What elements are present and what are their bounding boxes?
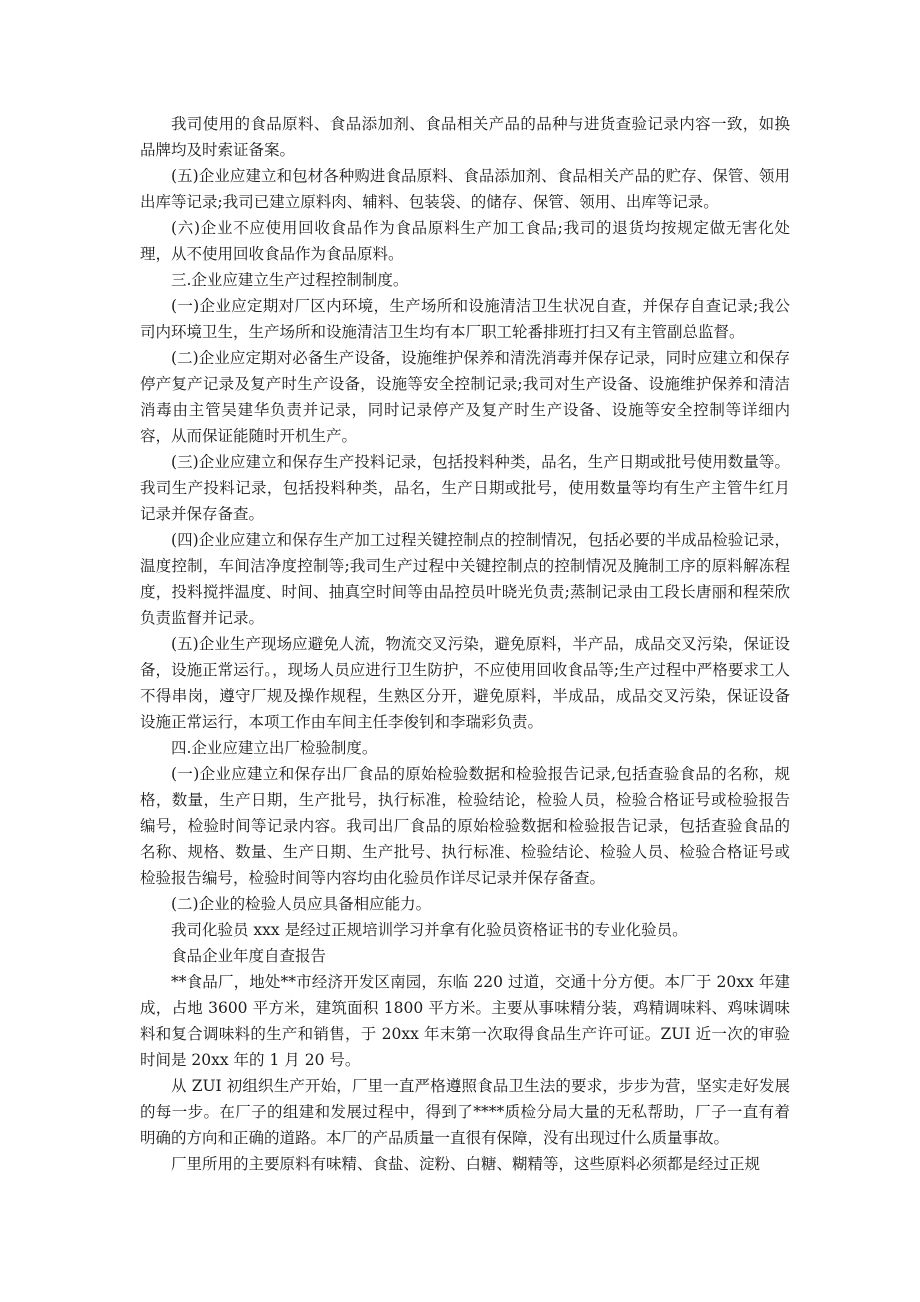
document-body <box>140 111 790 1177</box>
paragraph: (一)企业应定期对厂区内环境，生产场所和设施清洁卫生状况自查，并保存自查记录;我公司内环境卫生，生产场所和设施清洁卫生均有本厂职工轮番排班打扫又有主管副总监督。 <box>140 297 790 341</box>
paragraph: (二)企业应定期对必备生产设备，设施维护保养和清洗消毒并保存记录，同时应建立和保存停产复产记录及复产时生产设备，设施等安全控制记录;我司对生产设备、设施维护保养和清洁消毒由主管吴建华负责并记录，同时记录停产及复产时生产设备、设施等安全控制等详细内容，从而保证能随时开机生产。 <box>140 349 790 445</box>
report-title: 食品企业年度自查报告 <box>171 947 327 965</box>
section-heading: 三.企业应建立生产过程控制制度。 <box>171 271 409 289</box>
paragraph: 从 ZUI 初组织生产开始，厂里一直严格遵照食品卫生法的要求，步步为营，坚实走好发展的每一步。在厂子的组建和发展过程中，得到了****质检分局大量的无私帮助，厂子一直有着明确的方向和正确的道路。本厂的产品质量一直很有保障，没有出现过什么质量事故。 <box>140 1077 790 1147</box>
paragraph: (六)企业不应使用回收食品作为食品原料生产加工食品;我司的退货均按规定做无害化处理，从不使用回收食品作为食品原料。 <box>140 219 790 263</box>
paragraph: **食品厂，地处**市经济开发区南园，东临 220 过道，交通十分方便。本厂于 20xx 年建成，占地 3600 平方米，建筑面积 1800 平方米。主要从事味精分装，鸡精调味料、鸡味调味料和复合调味料的生产和销售，于 20xx 年末第一次取得食品生产许可证。ZUI 近一次的审验时间是 20xx 年的 1 月 20 号。 <box>140 973 790 1069</box>
paragraph: (三)企业应建立和保存生产投料记录，包括投料种类，品名，生产日期或批号使用数量等。我司生产投料记录，包括投料种类，品名，生产日期或批号，使用数量等均有生产主管牛红月记录并保存备查。 <box>140 453 790 523</box>
paragraph: (二)企业的检验人员应具备相应能力。 <box>171 895 432 913</box>
paragraph: 我司化验员 xxx 是经过正规培训学习并拿有化验员资格证书的专业化验员。 <box>171 921 688 939</box>
paragraph: (四)企业应建立和保存生产加工过程关键控制点的控制情况，包括必要的半成品检验记录，温度控制，车间洁净度控制等;我司生产过程中关键控制点的控制情况及腌制工序的原料解冻程度，投料搅拌温度、时间、抽真空时间等由品控员叶晓光负责;蒸制记录由工段长唐丽和程荣欣负责监督并记录。 <box>140 531 790 627</box>
paragraph: (五)企业应建立和包材各种购进食品原料、食品添加剂、食品相关产品的贮存、保管、领用出库等记录;我司已建立原料肉、辅料、包装袋、的储存、保管、领用、出库等记录。 <box>140 167 790 211</box>
section-heading: 四.企业应建立出厂检验制度。 <box>171 739 378 757</box>
paragraph: (五)企业生产现场应避免人流，物流交叉污染，避免原料，半产品，成品交叉污染，保证设备，设施正常运行。，现场人员应进行卫生防护，不应使用回收食品等;生产过程中严格要求工人不得串岗，遵守厂规及操作规程，生熟区分开，避免原料，半成品，成品交叉污染，保证设备设施正常运行，本项工作由车间主任李俊钊和李瑞彩负责。 <box>140 635 790 731</box>
paragraph: 我司使用的食品原料、食品添加剂、食品相关产品的品种与进货查验记录内容一致，如换品牌均及时索证备案。 <box>140 115 790 159</box>
paragraph: 厂里所用的主要原料有味精、食盐、淀粉、白糖、糊精等，这些原料必须都是经过正规 <box>171 1155 761 1173</box>
paragraph: (一)企业应建立和保存出厂食品的原始检验数据和检验报告记录,包括查验食品的名称，规格，数量，生产日期，生产批号，执行标准，检验结论，检验人员，检验合格证号或检验报告编号，检验时间等记录内容。我司出厂食品的原始检验数据和检验报告记录，包括查验食品的名称、规格、数量、生产日期、生产批号、执行标准、检验结论、检验人员、检验合格证号或检验报告编号，检验时间等内容均由化验员作详尽记录并保存备查。 <box>140 765 790 887</box>
